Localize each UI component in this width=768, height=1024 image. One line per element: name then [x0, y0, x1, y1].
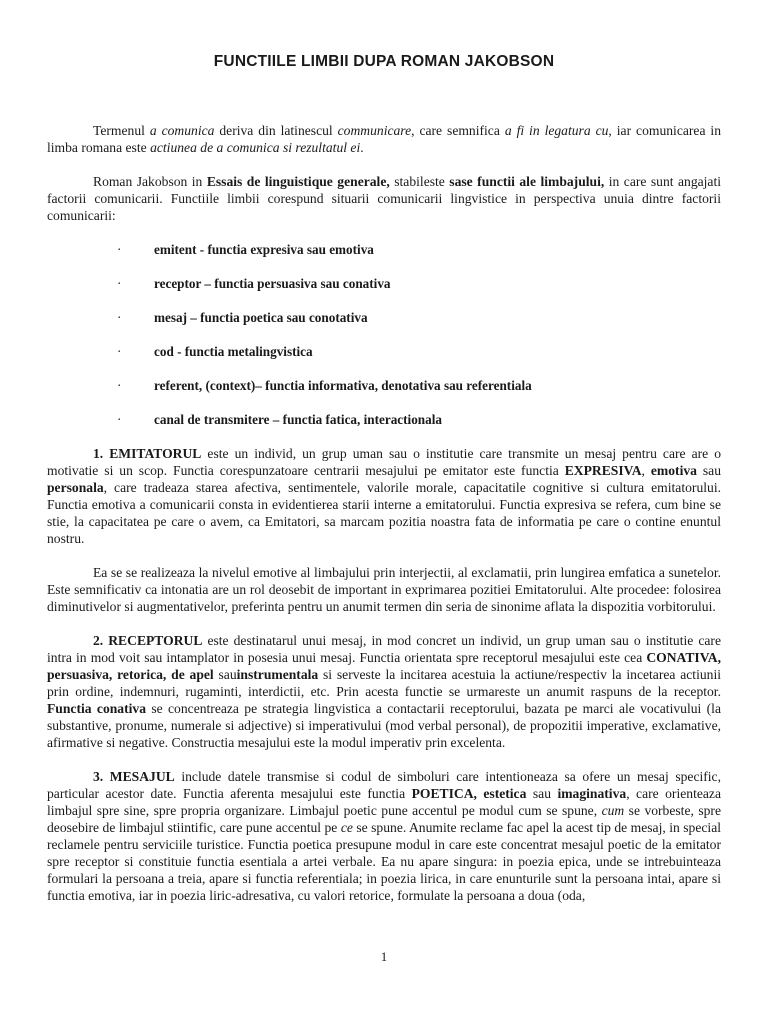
text-run: Roman Jakobson in [93, 174, 207, 189]
bold-term: emotiva [650, 463, 697, 478]
italic-term: communicare [337, 123, 412, 138]
list-item-text: canal de transmitere – functia fatica, interactionala [154, 412, 442, 427]
bullet-marker: · [117, 310, 122, 325]
list-item [47, 377, 721, 394]
italic-term: a fi in legatura cu [504, 123, 609, 138]
bold-term: EXPRESIVA [564, 463, 642, 478]
bullet-marker: · [117, 412, 122, 427]
paragraph-jakobson [47, 173, 721, 224]
text-run: este destinatarul unui mesaj, in mod concret un individ, un grup uman sau o institutie care intra in mod voit sau intamplator in posesia unui mesaj. Functia orientata spre receptorul mesajului este cea [47, 633, 721, 665]
list-item [47, 275, 721, 292]
text-run: , care orienteaza limbajul spre sine, spre propria organizare. Limbajul poetic pune accentul pe modul cum se spune, [47, 786, 721, 818]
list-item-text: receptor – functia persuasiva sau conativa [154, 276, 391, 291]
bullet-marker: · [117, 378, 122, 393]
document-title: FUNCTIILE LIMBII DUPA ROMAN JAKOBSON [213, 53, 555, 70]
text-run: sau [526, 786, 558, 801]
paragraph-receptorul [47, 632, 721, 751]
page-number: 1 [380, 949, 388, 964]
list-item [47, 309, 721, 326]
text-run: , care semnifica [411, 123, 505, 138]
bullet-marker: · [117, 242, 122, 257]
text-run: include datele transmise si codul de simboluri care intentioneaza sa ofere un mesaj specific, particular acestor date. Functia aferenta mesajului este functia [47, 769, 721, 801]
paragraph-intro [47, 122, 721, 156]
list-item [47, 411, 721, 428]
list-item-text: cod - functia metalingvistica [154, 344, 313, 359]
section-heading: 3. MESAJUL [93, 769, 175, 784]
text-run: . [360, 140, 364, 155]
text-run: Termenul [93, 123, 150, 138]
italic-term: a comunica [149, 123, 215, 138]
text-run: se spune. Anumite reclame fac apel la acest tip de mesaj, in special reclamele pentru serviciile turistice. Functia poetica presupune modul in care este concentrat mesajul poetic de la emitator spre receptor si constituie functia esentiala a artei verbale. Ea nu apare singura: in poezia epica, unde se intrebuinteaza formulari la persoana a treia, apare si functia referentiala; in poezia lirica, in care enunturile sunt la persoana intai, apare si functia emotiva, iar in poezia liric-adresativa, cu valori retorice, formulate la persoana a doua (oda, [47, 820, 722, 903]
text-run: in care sunt angajati factorii comunicarii. Functiile limbii corespund situarii comunicarii lingvistice in perspectiva unuia dintre factorii comunicarii: [47, 174, 722, 223]
list-item-text: referent, (context)– functia informativa, denotativa sau referentiala [154, 378, 532, 393]
text-run: , iar comunicarea in limba romana este [47, 123, 721, 155]
bold-term: CONATIVA, persuasiva, retorica, de apel [47, 650, 721, 682]
functions-list [47, 241, 721, 428]
bold-term: Essais de linguistique generale, [206, 174, 390, 189]
text-run: se concentreaza pe strategia lingvistica a contactarii receptorului, bazata pe marci ale vocativului (la substantive, pronume, numerale si adjective) si imperativului (mod verbal personal), de propozitii imperative, exclamative, afirmative si negative. Constructia mesajului este la modul imperativ prin excelenta. [47, 701, 721, 750]
italic-term: cum [601, 803, 625, 818]
text-run: sau [696, 463, 722, 478]
paragraph-mesajul [47, 768, 721, 904]
paragraph-emitatorul-continued: Ea se se realizeaza la nivelul emotive al limbajului prin interjectii, al exclamatii, prin lungirea emfatica a sunetelor. Este semnificativ ca intonatia are un rol deosebit de important in exprimarea pozitiei Emitatorului. Alte procedee: folosirea diminutivelor si augmentativelor, preferinta pentru un anumit termen din seria de sinonime aflata la dispozitia vorbitorului. [47, 565, 721, 614]
bold-term: imaginativa [557, 786, 627, 801]
text-run: deriva din latinescul [214, 123, 338, 138]
text-run: sau [213, 667, 237, 682]
text-run: si serveste la incitarea acestuia la actiune/respectiv la incetarea actiunii prin ordine, indemnuri, rugaminti, interdictii, etc. Prin acesta functie se urmareste un anumit raspuns de la receptor. [47, 667, 721, 699]
section-heading: 2. RECEPTORUL [93, 633, 203, 648]
italic-term: ce [340, 820, 353, 835]
italic-term: actiunea de a comunica si rezultatul ei [150, 140, 361, 155]
bullet-marker: · [117, 344, 122, 359]
list-item [47, 241, 721, 258]
paragraph-emitatorul [47, 445, 721, 547]
bullet-marker: · [117, 276, 122, 291]
text-run: , [641, 463, 651, 478]
text-run: stabileste [389, 174, 450, 189]
list-item-text: mesaj – functia poetica sau conotativa [154, 310, 368, 325]
bold-term: instrumentala [236, 667, 319, 682]
bold-term: sase functii ale limbajului, [449, 174, 605, 189]
bold-term: POETICA, estetica [411, 786, 527, 801]
bold-term: personala [47, 480, 104, 495]
bold-term: Functia conativa [47, 701, 146, 716]
text-run: se vorbeste, spre deosebire de limbajul stiintific, care pune accentul pe [47, 803, 721, 835]
text-run: este un individ, un grup uman sau o institutie care transmite un mesaj pentru care are o motivatie si un scop. Functia corespunzatoare centrarii mesajului pe emitator este functia [47, 446, 721, 478]
document-body [47, 122, 721, 904]
list-item-text: emitent - functia expresiva sau emotiva [154, 242, 374, 257]
section-heading: 1. EMITATORUL [93, 446, 202, 461]
list-item [47, 343, 721, 360]
text-run: , care tradeaza starea afectiva, sentimentele, valorile morale, capacitatile cognitive si cultura emitatorului. Functia emotiva a comunicarii consta in evidentierea starii interne a emitatorului. Functia expresiva se refera, cum bine se stie, la capacitatea pe care o avem, ca Emitatori, sa marcam pozitia noastra fata de informatia pe care o contine enuntul nostru. [47, 480, 721, 546]
